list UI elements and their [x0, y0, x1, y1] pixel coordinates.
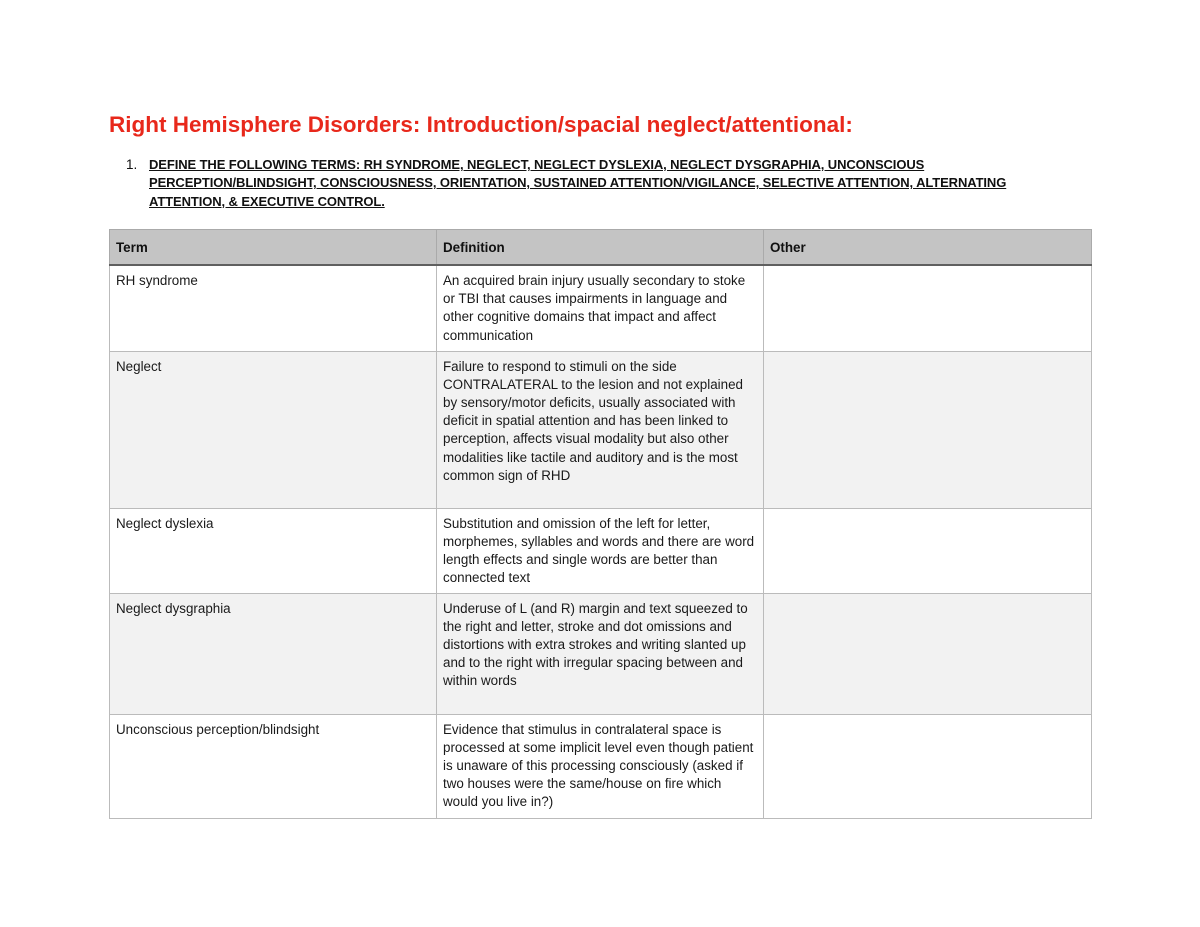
table-row	[110, 593, 1092, 714]
definition-cell: An acquired brain injury usually secondary to stoke or TBI that causes impairments in language and other cognitive domains that impact and affect communication	[437, 265, 764, 351]
term-cell: RH syndrome	[110, 265, 437, 351]
table-row	[110, 714, 1092, 818]
terms-table	[109, 229, 1092, 819]
question-text: DEFINE THE FOLLOWING TERMS: RH SYNDROME, NEGLECT, NEGLECT DYSLEXIA, NEGLECT DYSGRAPHIA, UNCONSCIOUS PERCEPTION/BLINDSIGHT, CONSCIOUSNESS, ORIENTATION, SUSTAINED ATTENTION/VIGILANCE, SELECTIVE ATTENTION, ALTERNATING ATTENTION, & EXECUTIVE CONTROL.	[149, 157, 1007, 209]
term-cell: Neglect	[110, 351, 437, 508]
header-definition: Definition	[437, 230, 764, 266]
definition-cell: Substitution and omission of the left for letter, morphemes, syllables and words and there are word length effects and single words are better than connected text	[437, 508, 764, 593]
header-term: Term	[110, 230, 437, 266]
question-item	[126, 156, 1076, 211]
header-other: Other	[764, 230, 1092, 266]
question-number: 1.	[126, 157, 138, 172]
other-cell	[764, 508, 1092, 593]
table-row	[110, 265, 1092, 351]
other-cell	[764, 714, 1092, 818]
term-cell: Neglect dysgraphia	[110, 593, 437, 714]
definition-cell: Failure to respond to stimuli on the side CONTRALATERAL to the lesion and not explained by sensory/motor deficits, usually associated with deficit in spatial attention and has been linked to perception, affects visual modality but also other modalities like tactile and auditory and is the most common sign of RHD	[437, 351, 764, 508]
table-row	[110, 508, 1092, 593]
table-row	[110, 351, 1092, 508]
table-header-row	[110, 230, 1092, 266]
other-cell	[764, 351, 1092, 508]
other-cell	[764, 593, 1092, 714]
page-title: Right Hemisphere Disorders: Introduction/spacial neglect/attentional:	[109, 112, 853, 137]
term-cell: Neglect dyslexia	[110, 508, 437, 593]
definition-cell: Evidence that stimulus in contralateral space is processed at some implicit level even though patient is unaware of this processing consciously (asked if two houses were the same/house on fire which would you live in?)	[437, 714, 764, 818]
other-cell	[764, 265, 1092, 351]
term-cell: Unconscious perception/blindsight	[110, 714, 437, 818]
definition-cell: Underuse of L (and R) margin and text squeezed to the right and letter, stroke and dot omissions and distortions with extra strokes and writing slanted up and to the right with irregular spacing between and within words	[437, 593, 764, 714]
